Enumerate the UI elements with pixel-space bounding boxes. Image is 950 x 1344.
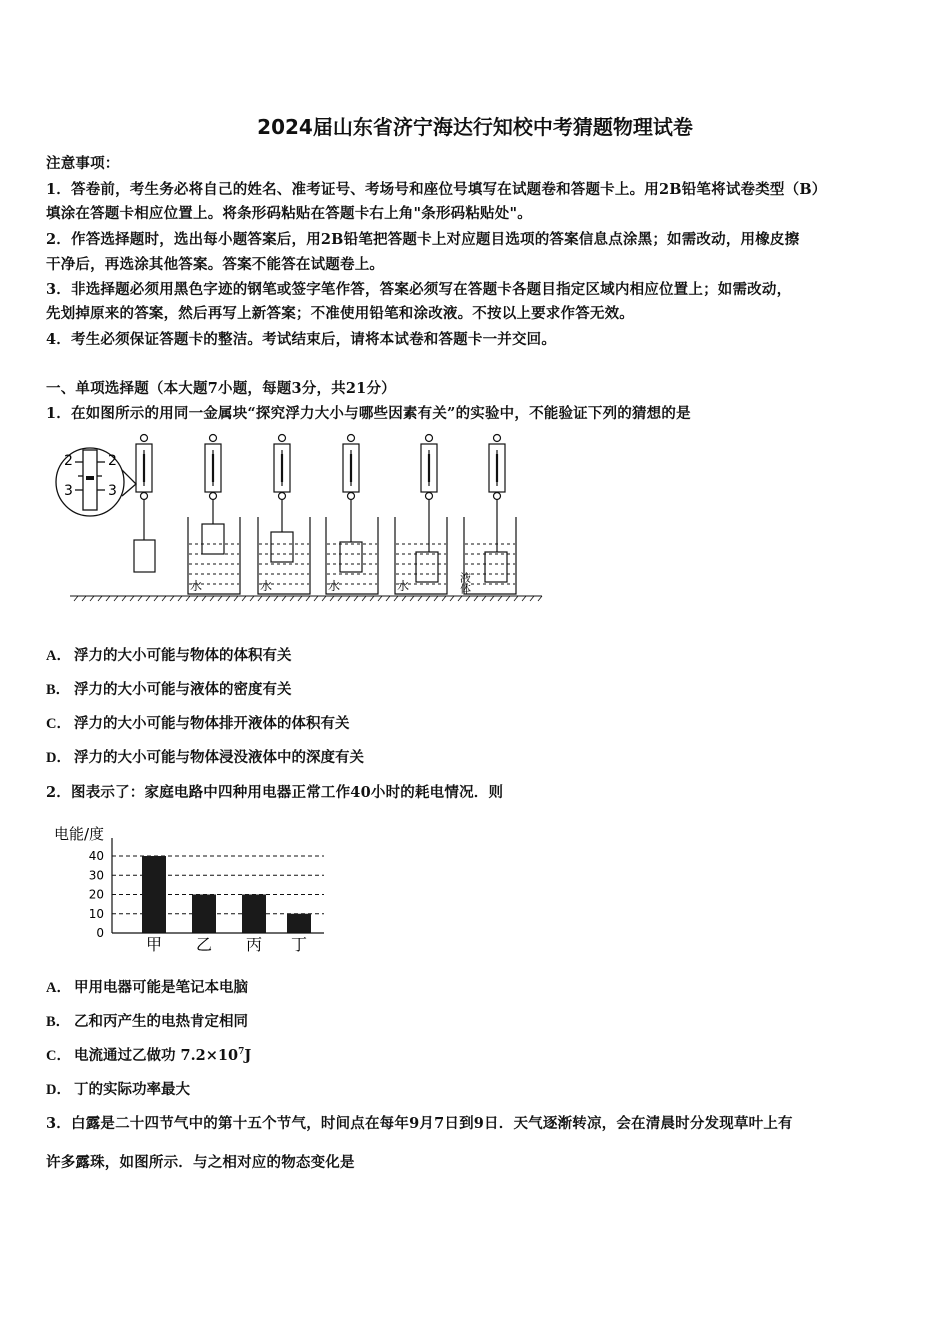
notice-line: 先划掉原来的答案，然后再写上新答案；不准使用铅笔和涂改液。不按以上要求作答无效。	[46, 305, 634, 322]
notice-line: 干净后，再选涂其他答案。答案不能答在试题卷上。	[46, 256, 385, 273]
notice-line: 填涂在答题卡相应位置上。将条形码粘贴在答题卡右上角"条形码粘贴处"。	[46, 205, 532, 222]
bar	[142, 856, 166, 933]
scale-mark: 3	[108, 483, 117, 499]
energy-bar-chart	[52, 818, 342, 958]
q2-option-c[interactable]: C． 电流通过乙做功 $7.2\times 10^7J$	[46, 1047, 252, 1064]
scale-mark: 3	[64, 483, 73, 499]
y-tick-label: 20	[88, 887, 104, 902]
x-category-label: 乙	[195, 935, 213, 954]
q1-option-b[interactable]: B． 浮力的大小可能与液体的密度有关	[46, 681, 292, 698]
q1-stem: 1．在如图所示的用同一金属块“探究浮力大小与哪些因素有关”的实验中，不能验证下列的猜想的是	[46, 405, 691, 422]
y-tick-label: 10	[88, 906, 104, 921]
notice-line: 1．答卷前，考生务必将自己的姓名、准考证号、考场号和座位号填写在试题卷和答题卡上。用2B铅笔将试卷类型（B）	[46, 181, 827, 198]
notice-heading: 注意事项：	[46, 155, 120, 172]
liquid-label: 液体	[458, 572, 472, 594]
y-tick-label: 40	[88, 849, 104, 863]
scale-mark: 2	[64, 453, 73, 469]
x-category-label: 甲	[145, 935, 163, 954]
notice-line: 2．作答选择题时，选出每小题答案后，用2B铅笔把答题卡上对应题目选项的答案信息点涂黑；如需改动，用橡皮擦	[46, 231, 800, 248]
q2-option-d[interactable]: D． 丁的实际功率最大	[46, 1081, 190, 1098]
bar	[192, 895, 216, 934]
notice-line: 3．非选择题必须用黑色字迹的钢笔或签字笔作答，答案必须写在答题卡各题目指定区域内相应位置上；如需改动，	[46, 281, 792, 298]
page-title: 2024届山东省济宁海达行知校中考猜题物理试卷	[257, 115, 693, 139]
q3-stem-line: 3．白露是二十四节气中的第十五个节气，时间点在每年9月7日到9日．天气逐渐转凉，会在清晨时分发现草叶上有	[46, 1115, 793, 1132]
y-tick-label: 30	[88, 868, 104, 883]
q2-stem: 2．图表示了：家庭电路中四种用电器正常工作40小时的耗电情况．则	[46, 784, 504, 801]
liquid-label: 水	[190, 579, 203, 593]
q1-option-a[interactable]: A． 浮力的大小可能与物体的体积有关	[46, 647, 292, 664]
x-category-label: 丁	[290, 935, 308, 954]
q1-option-d[interactable]: D． 浮力的大小可能与物体浸没液体中的深度有关	[46, 749, 364, 766]
q3-stem-line: 许多露珠，如图所示．与之相对应的物态变化是	[46, 1154, 355, 1171]
q2-option-a[interactable]: A． 甲用电器可能是笔记本电脑	[46, 979, 248, 996]
liquid-label: 水	[397, 579, 410, 593]
liquid-label: 水	[328, 579, 341, 593]
x-category-label: 丙	[245, 935, 263, 954]
section-heading: 一、单项选择题（本大题7小题，每题3分，共21分）	[46, 380, 396, 397]
q2-option-b[interactable]: B． 乙和丙产生的电热肯定相同	[46, 1013, 248, 1030]
scale-mark: 2	[108, 453, 117, 469]
q1-figure	[48, 432, 548, 607]
chart-ylabel: 电能/度	[54, 825, 105, 843]
y-tick-label: 0	[96, 926, 104, 940]
bar	[242, 895, 266, 934]
liquid-label: 水	[260, 579, 273, 593]
q1-option-c[interactable]: C． 浮力的大小可能与物体排开液体的体积有关	[46, 715, 350, 732]
bar	[287, 914, 311, 933]
notice-line: 4．考生必须保证答题卡的整洁。考试结束后，请将本试卷和答题卡一并交回。	[46, 331, 557, 348]
